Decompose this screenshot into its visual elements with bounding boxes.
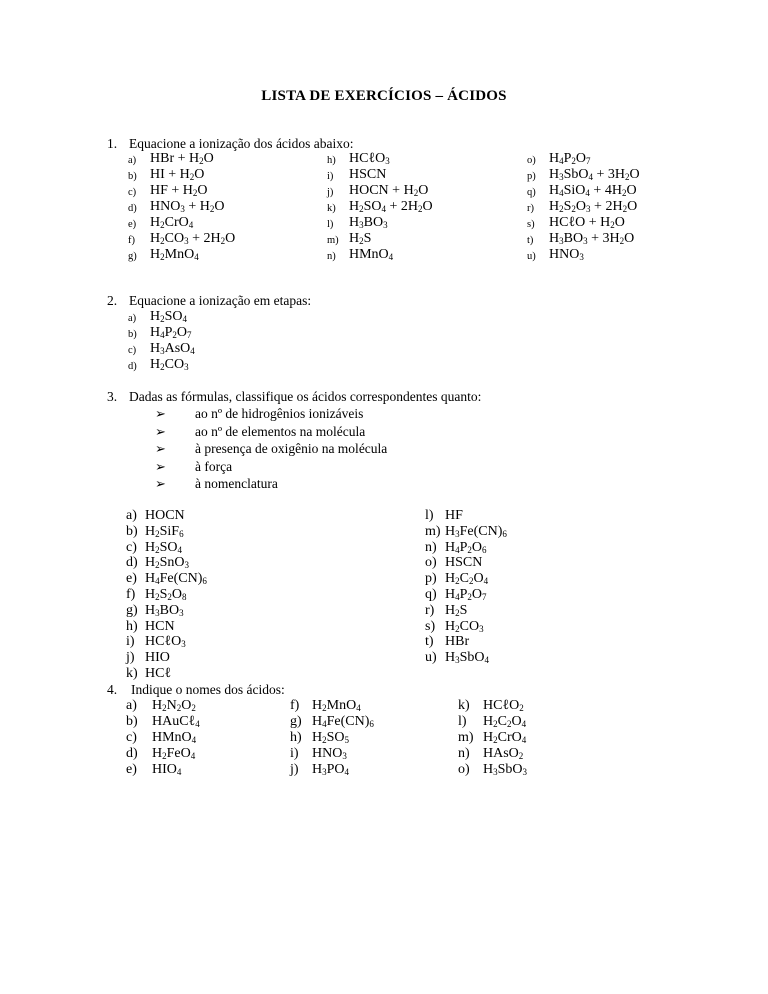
item-label: m)	[327, 235, 339, 246]
item-formula: $H_2SnO_3$	[145, 555, 190, 571]
item-label: f)	[290, 698, 300, 713]
item-formula: HMnO$_4$	[349, 247, 394, 262]
item-label: o)	[458, 762, 470, 777]
item-formula: $HIO_4$	[152, 762, 182, 777]
question-4-text: Indique o nomes dos ácidos:	[131, 682, 285, 697]
item-formula: $H_3BO_3 + 3H_2O$	[549, 231, 635, 246]
item-label: n)	[425, 539, 437, 555]
page-title: LISTA DE EXERCÍCIOS – ÁCIDOS	[261, 88, 507, 104]
item-label: o)	[425, 555, 437, 571]
criteria-item: à nomenclatura	[195, 476, 278, 491]
item-formula: $H_2CO_3 + 2H_2O$	[150, 231, 236, 246]
question-2-number: 2.	[107, 293, 118, 308]
item-label: e)	[126, 571, 137, 587]
item-formula: $H_2S$	[349, 231, 372, 246]
criteria-item: ao nº de hidrogênios ionizáveis	[195, 406, 364, 421]
item-formula: HAsO$_2$	[483, 746, 524, 761]
bullet-arrow-icon: ➢	[155, 423, 166, 439]
item-formula: $H_2SO_5$	[312, 730, 350, 745]
item-formula: HIO	[145, 650, 170, 666]
bullet-arrow-icon: ➢	[155, 441, 166, 456]
item-label: g)	[128, 251, 137, 262]
item-label: s)	[527, 219, 535, 230]
item-label: l)	[425, 508, 434, 523]
item-label: r)	[425, 602, 435, 618]
item-formula: $H_3SbO_3$	[483, 762, 528, 777]
item-formula: $H_4P_2O_6$	[445, 539, 487, 555]
item-formula: $H_3AsO_4$	[150, 341, 195, 356]
item-label: s)	[425, 618, 436, 634]
item-formula: $H_3PO_4$	[312, 762, 350, 777]
item-formula: $H_2MnO_4$	[312, 698, 361, 713]
item-label: c)	[126, 730, 137, 745]
item-formula: $HNO_3$	[312, 746, 347, 761]
item-label: g)	[290, 714, 302, 729]
item-formula: HAuCℓ$_4$	[152, 714, 200, 729]
question-1-number: 1.	[107, 136, 118, 151]
item-formula: $H_3SbO_4$	[445, 650, 490, 666]
item-formula: $H_3BO_3$	[349, 215, 388, 230]
item-label: u)	[527, 251, 536, 262]
item-formula: $H_3SbO_4 + 3H_2O$	[549, 167, 640, 182]
item-label: c)	[128, 345, 137, 356]
question-2-text: Equacione a ionização em etapas:	[129, 293, 312, 308]
item-formula: HCℓ	[145, 666, 172, 681]
item-formula: $HNO_3$	[549, 247, 584, 262]
item-formula: $H_2S_2O_8$	[145, 587, 187, 602]
item-formula: HF + $H_2O$	[150, 183, 208, 198]
item-label: a)	[126, 508, 137, 523]
item-label: b)	[126, 523, 138, 539]
item-formula: $H_2N_2O_2$	[152, 698, 196, 713]
criteria-item: à força	[195, 458, 233, 474]
item-formula: $H_2SO_4$	[150, 309, 188, 324]
question-4-number: 4.	[107, 682, 118, 697]
item-formula: HBr	[445, 634, 470, 650]
item-label: h)	[327, 155, 336, 166]
item-formula: $H_2CrO_4$	[150, 215, 194, 230]
item-label: e)	[128, 219, 137, 230]
bullet-arrow-icon: ➢	[155, 476, 166, 491]
item-label: t)	[425, 634, 434, 650]
question-3-text: Dadas as fórmulas, classifique os ácidos correspondentes quanto:	[129, 389, 482, 404]
item-label: q)	[527, 187, 536, 198]
item-label: d)	[128, 203, 137, 214]
item-label: g)	[126, 602, 138, 618]
item-formula: $HNO_3 + H_2O$	[150, 199, 225, 214]
item-formula: $H_4P_2O_7$	[549, 151, 591, 166]
item-label: a)	[128, 155, 137, 166]
item-label: c)	[128, 187, 137, 198]
item-label: i)	[290, 746, 299, 761]
item-label: d)	[126, 746, 138, 761]
item-label: c)	[126, 539, 137, 555]
item-label: f)	[126, 587, 136, 602]
item-formula: HSCN	[349, 167, 387, 182]
item-label: t)	[527, 235, 534, 246]
item-formula: HOCN	[145, 508, 185, 523]
item-formula: $H_2MnO_4$	[150, 247, 199, 262]
item-label: a)	[128, 313, 137, 324]
question-1-text: Equacione a ionização dos ácidos abaixo:	[129, 136, 354, 151]
criteria-item: ao nº de elementos na molécula	[195, 423, 366, 439]
item-formula: HCN	[145, 618, 175, 634]
item-label: h)	[126, 618, 138, 634]
item-label: b)	[128, 171, 137, 182]
item-label: l)	[458, 714, 467, 729]
item-label: q)	[425, 587, 437, 602]
item-formula: $H_2CrO_4$	[483, 730, 527, 745]
item-label: d)	[128, 361, 137, 372]
item-formula: $H_4Fe(CN)_6$	[145, 571, 207, 587]
item-label: j)	[126, 650, 135, 666]
item-formula: $H_2C_2O_4$	[445, 571, 489, 587]
item-formula: $H_2S$	[445, 602, 468, 618]
item-formula: HCℓO$_3$	[349, 151, 390, 166]
item-label: l)	[327, 219, 334, 230]
bullet-arrow-icon: ➢	[155, 406, 166, 421]
item-formula: $H_4SiO_4 + 4H_2O$	[549, 183, 637, 198]
item-formula: $H_2SO_4$	[145, 539, 183, 555]
item-label: o)	[527, 155, 536, 166]
item-label: r)	[527, 203, 534, 214]
item-label: e)	[126, 762, 137, 777]
item-formula: $H_2SiF_6$	[145, 523, 184, 539]
item-formula: HF	[445, 508, 463, 523]
item-formula: HCℓO + $H_2O$	[549, 215, 625, 230]
item-formula: HI + $H_2O$	[150, 167, 205, 182]
item-formula: HSCN	[445, 555, 483, 571]
item-label: b)	[128, 329, 137, 340]
item-formula: HBr + $H_2O$	[150, 151, 214, 166]
item-label: i)	[327, 171, 334, 182]
item-label: n)	[327, 251, 336, 262]
item-label: h)	[290, 730, 302, 745]
item-label: k)	[126, 666, 138, 681]
item-label: j)	[290, 762, 299, 777]
item-label: j)	[327, 187, 334, 198]
item-formula: $H_2FeO_4$	[152, 746, 196, 761]
item-formula: $H_4Fe(CN)_6$	[312, 714, 374, 729]
criteria-item: à presença de oxigênio na molécula	[195, 441, 388, 456]
item-label: d)	[126, 555, 138, 571]
item-label: a)	[126, 698, 137, 713]
question-3-number: 3.	[107, 389, 118, 404]
item-formula: HOCN + $H_2O$	[349, 183, 429, 198]
item-label: k)	[458, 698, 470, 713]
item-formula: $H_3BO_3$	[145, 602, 184, 618]
item-formula: HCℓO$_2$	[483, 698, 524, 713]
item-formula: $H_2CO_3$	[150, 357, 189, 372]
item-label: p)	[527, 171, 536, 182]
item-formula: $H_4P_2O_7$	[150, 325, 192, 340]
item-formula: HMnO$_4$	[152, 730, 197, 745]
item-formula: $H_4P_2O_7$	[445, 587, 487, 602]
item-formula: $H_2S_2O_3 + 2H_2O$	[549, 199, 638, 214]
item-label: i)	[126, 634, 135, 650]
item-label: p)	[425, 571, 437, 587]
item-label: m)	[458, 730, 474, 745]
bullet-arrow-icon: ➢	[155, 458, 166, 474]
item-formula: $H_2C_2O_4$	[483, 714, 527, 729]
item-formula: $H_2SO_4 + 2H_2O$	[349, 199, 433, 214]
item-label: k)	[327, 203, 336, 214]
item-label: n)	[458, 746, 470, 761]
item-label: u)	[425, 650, 437, 666]
item-formula: $H_2CO_3$	[445, 618, 484, 634]
item-label: m)	[425, 523, 441, 539]
item-label: f)	[128, 235, 135, 246]
item-formula: $H_3Fe(CN)_6$	[445, 523, 507, 539]
item-label: b)	[126, 714, 138, 729]
item-formula: HCℓO$_3$	[145, 634, 186, 650]
